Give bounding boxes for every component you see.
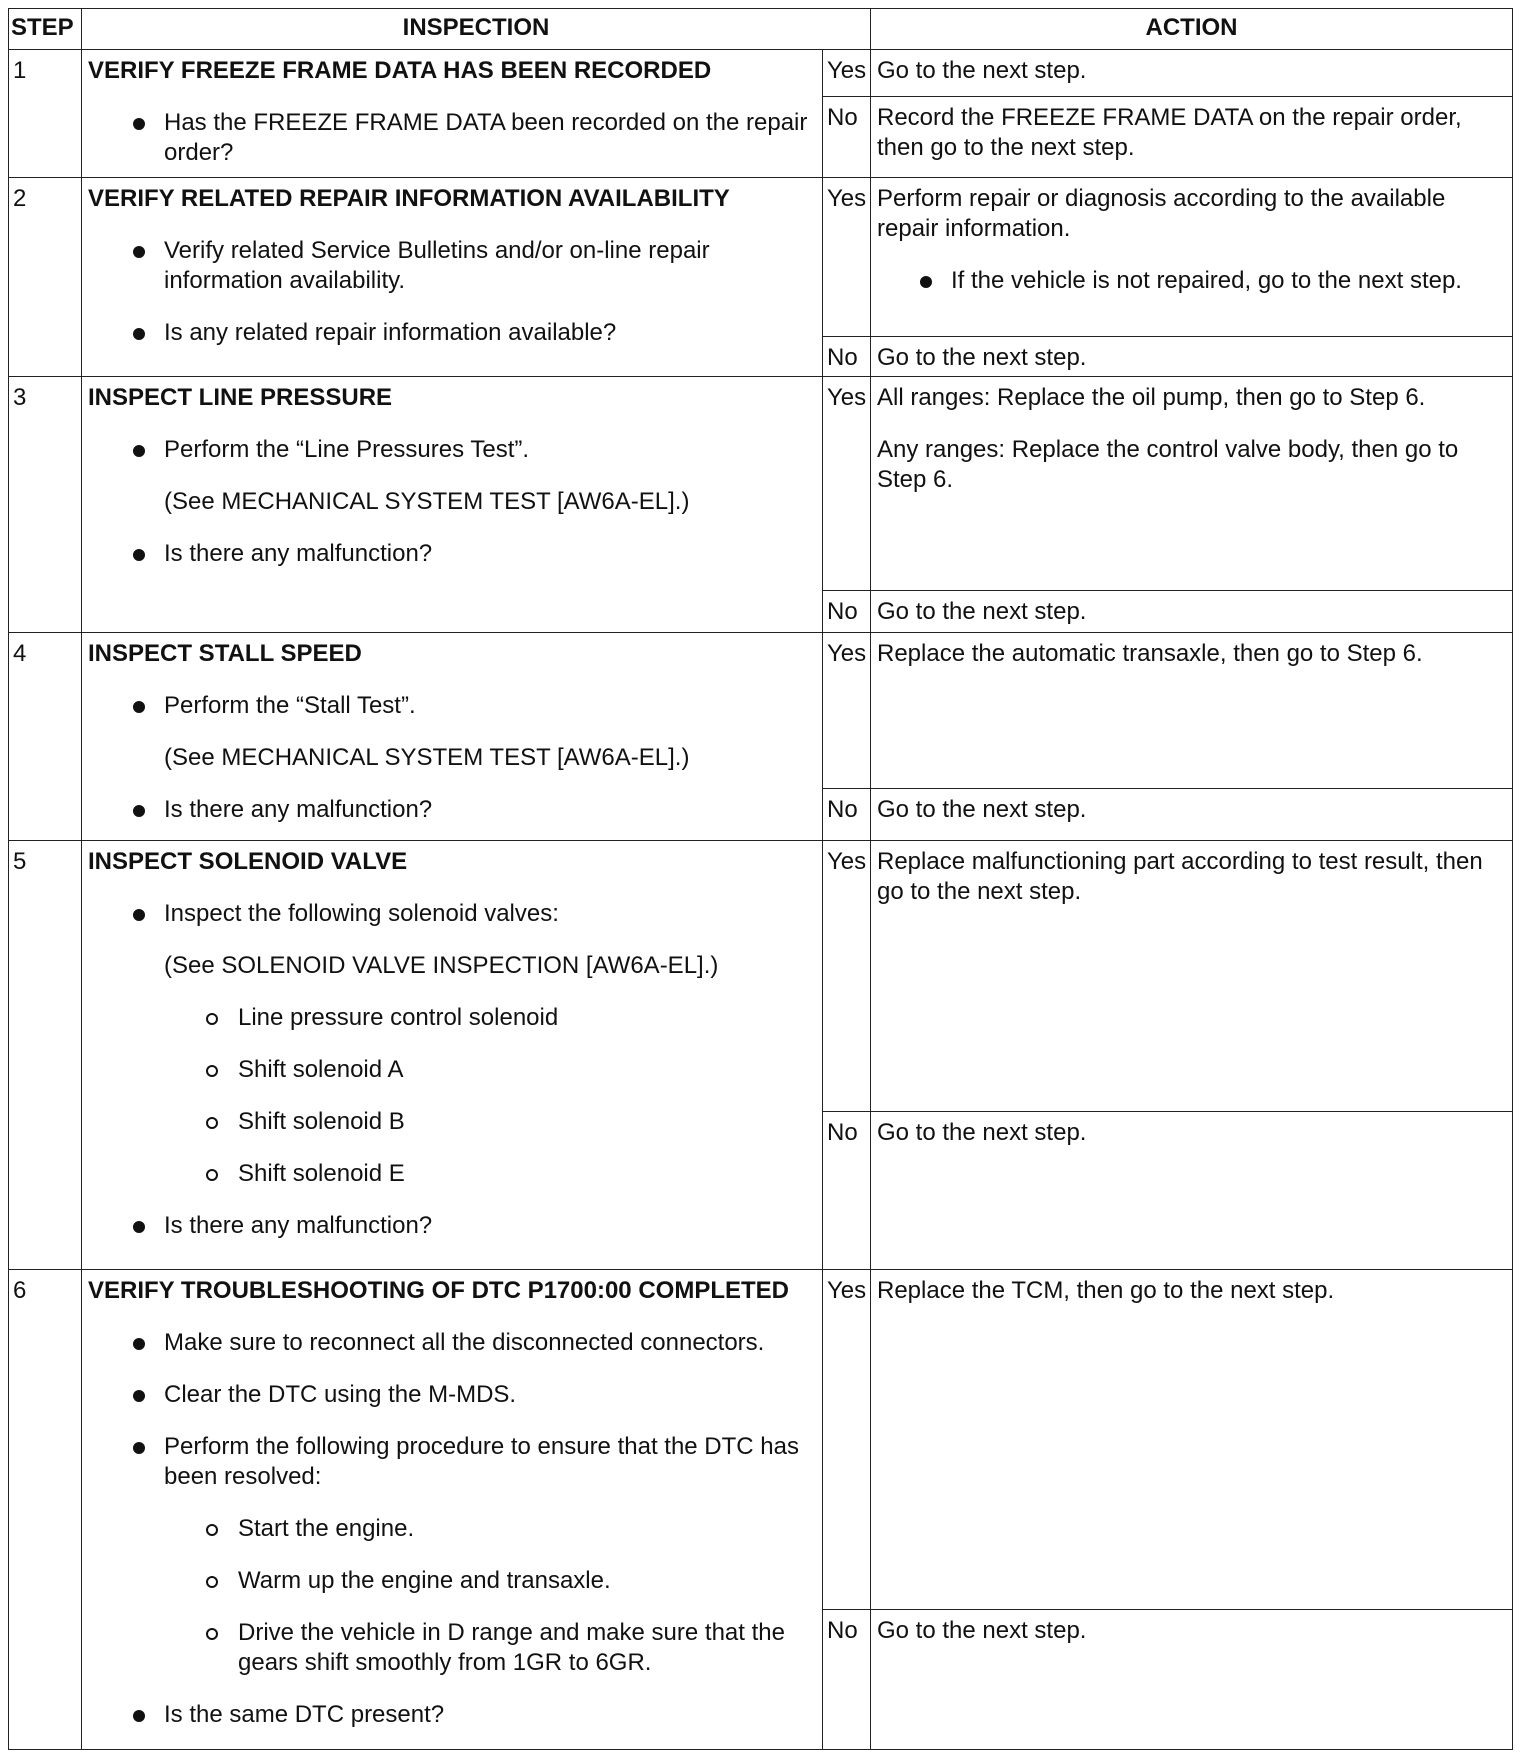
step-5-subbullet-4: Shift solenoid E (88, 1159, 818, 1189)
step-1-number: 1 (9, 50, 82, 178)
step-3-number: 3 (9, 377, 82, 633)
step-4-bullet-1: Perform the “Stall Test”. (88, 691, 818, 721)
step-3-row-yes (9, 377, 1513, 591)
step-3-yes-text-1: All ranges: Replace the oil pump, then go to Step 6. (877, 384, 1426, 411)
step-5-reference: (See SOLENOID VALVE INSPECTION [AW6A-EL].) (164, 952, 719, 979)
step-5-bullet-2: Is there any malfunction? (88, 1211, 818, 1241)
step-2-no-action: Go to the next step. (871, 337, 1513, 377)
step-6-row-yes (9, 1270, 1513, 1610)
step-2-yes-label: Yes (823, 178, 871, 337)
step-5-subbullet-1: Line pressure control solenoid (88, 1003, 818, 1033)
step-4-number: 4 (9, 633, 82, 841)
step-6-yes-label: Yes (823, 1270, 871, 1610)
step-5-inspection (82, 841, 823, 1270)
inspection-header: INSPECTION (82, 9, 871, 50)
step-1-yes-label: Yes (823, 50, 871, 97)
step-1-yes-action: Go to the next step. (871, 50, 1513, 97)
step-6-title: VERIFY TROUBLESHOOTING OF DTC P1700:00 COMPLETED (88, 1277, 789, 1304)
step-4-inspection (82, 633, 823, 841)
step-3-no-label: No (823, 591, 871, 633)
step-6-no-action: Go to the next step. (871, 1610, 1513, 1750)
step-5-subbullet-2: Shift solenoid A (88, 1055, 818, 1085)
step-5-yes-label: Yes (823, 841, 871, 1112)
step-3-yes-action (871, 377, 1513, 591)
step-6-subbullet-1: Start the engine. (88, 1514, 818, 1544)
step-6-bullet-4: Is the same DTC present? (88, 1700, 818, 1730)
troubleshooting-sheet (8, 8, 1512, 1748)
header-row (9, 9, 1513, 50)
step-3-yes-label: Yes (823, 377, 871, 591)
step-3-yes-text-2: Any ranges: Replace the control valve body, then go to Step 6. (877, 436, 1459, 493)
step-4-bullet-2: Is there any malfunction? (88, 795, 818, 825)
step-2-title: VERIFY RELATED REPAIR INFORMATION AVAILABILITY (88, 185, 730, 212)
step-6-bullet-1: Make sure to reconnect all the disconnected connectors. (88, 1328, 818, 1358)
step-6-subbullet-2: Warm up the engine and transaxle. (88, 1566, 818, 1596)
step-6-no-label: No (823, 1610, 871, 1750)
step-6-number: 6 (9, 1270, 82, 1750)
step-2-no-label: No (823, 337, 871, 377)
step-1-bullet-1: Has the FREEZE FRAME DATA been recorded on the repair order? (88, 108, 818, 168)
step-1-title: VERIFY FREEZE FRAME DATA HAS BEEN RECORDED (88, 57, 712, 84)
step-5-yes-action: Replace malfunctioning part according to test result, then go to the next step. (871, 841, 1513, 1112)
step-4-yes-label: Yes (823, 633, 871, 789)
step-2-yes-action (871, 178, 1513, 337)
step-5-title: INSPECT SOLENOID VALVE (88, 848, 408, 875)
step-5-row-yes (9, 841, 1513, 1112)
step-6-bullet-2: Clear the DTC using the M-MDS. (88, 1380, 818, 1410)
step-2-yes-text: Perform repair or diagnosis according to the available repair information. (877, 185, 1446, 242)
step-2-bullet-2: Is any related repair information available? (88, 318, 818, 348)
step-6-bullet-3: Perform the following procedure to ensure that the DTC has been resolved: (88, 1432, 818, 1492)
step-1-row-yes (9, 50, 1513, 97)
step-1-inspection (82, 50, 823, 178)
step-4-reference: (See MECHANICAL SYSTEM TEST [AW6A-EL].) (164, 744, 690, 771)
step-3-no-action: Go to the next step. (871, 591, 1513, 633)
step-2-yes-subbullet: If the vehicle is not repaired, go to the next step. (877, 266, 1506, 296)
step-3-bullet-1: Perform the “Line Pressures Test”. (88, 435, 818, 465)
step-5-no-label: No (823, 1112, 871, 1270)
diagnostic-table (8, 8, 1513, 1750)
step-4-title: INSPECT STALL SPEED (88, 640, 362, 667)
step-2-row-yes (9, 178, 1513, 337)
step-5-bullet-1: Inspect the following solenoid valves: (88, 899, 818, 929)
step-4-yes-action: Replace the automatic transaxle, then go to Step 6. (871, 633, 1513, 789)
step-6-subbullet-3: Drive the vehicle in D range and make sure that the gears shift smoothly from 1GR to 6GR. (88, 1618, 818, 1678)
step-2-number: 2 (9, 178, 82, 377)
step-5-number: 5 (9, 841, 82, 1270)
step-header: STEP (9, 9, 82, 50)
step-3-reference: (See MECHANICAL SYSTEM TEST [AW6A-EL].) (164, 488, 690, 515)
action-header: ACTION (871, 9, 1513, 50)
step-4-no-label: No (823, 789, 871, 841)
step-5-no-action: Go to the next step. (871, 1112, 1513, 1270)
step-2-inspection (82, 178, 823, 377)
step-3-bullet-2: Is there any malfunction? (88, 539, 818, 569)
step-5-subbullet-3: Shift solenoid B (88, 1107, 818, 1137)
step-2-bullet-1: Verify related Service Bulletins and/or on-line repair information availability. (88, 236, 818, 296)
step-3-title: INSPECT LINE PRESSURE (88, 384, 393, 411)
step-4-row-yes (9, 633, 1513, 789)
step-4-no-action: Go to the next step. (871, 789, 1513, 841)
step-3-inspection (82, 377, 823, 633)
step-1-no-label: No (823, 97, 871, 178)
step-1-no-action: Record the FREEZE FRAME DATA on the repair order, then go to the next step. (871, 97, 1513, 178)
step-6-yes-action: Replace the TCM, then go to the next step. (871, 1270, 1513, 1610)
step-6-inspection (82, 1270, 823, 1750)
